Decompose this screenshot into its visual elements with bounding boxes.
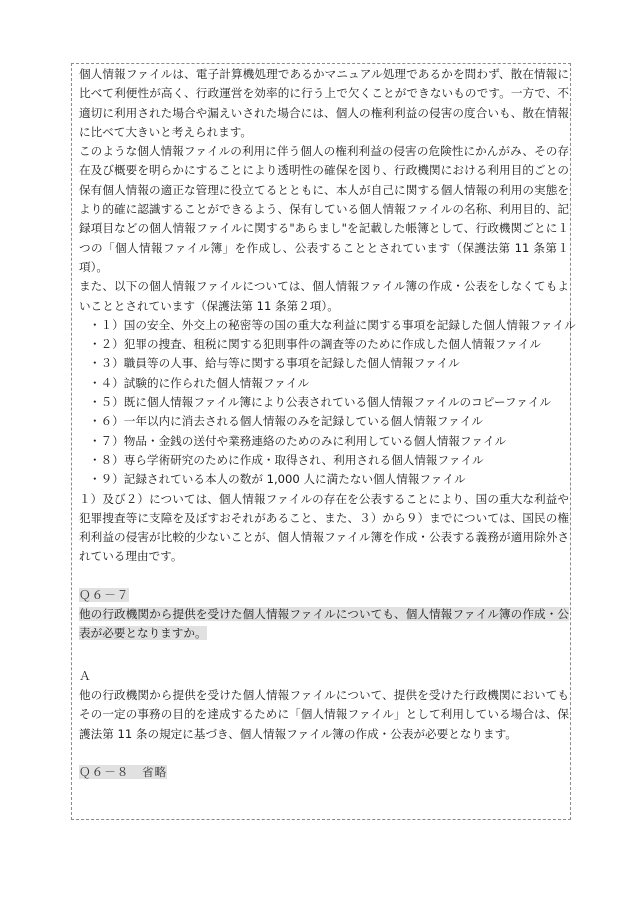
exemption-list	[79, 316, 576, 490]
exemption-item: ・２）犯罪の捜査、租税に関する犯則事件の調査等のために作成した個人情報ファイル	[89, 337, 541, 352]
document-body	[79, 65, 576, 782]
intro-paragraph-2: このような個人情報ファイルの利用に伴う個人の権利利益の侵害の危険性にかんがみ、その存在及び概要を明らかにすることにより透明性の確保を図り、行政機関における利用目的ごとの保有個人情報の適正な管理に役立てるとともに、本人が自己に関する個人情報の利用の実態をより的確に認識することができるよう、保有している個人情報ファイルの名称、利用目的、記録項目などの個人情報ファイルに関する"あらまし"を記載した帳簿として、行政機関ごとに１つの「個人情報ファイル簿」を作成し、公表することとされています（保護法第 11 条第１項）。	[79, 144, 569, 274]
intro-paragraph-3: また、以下の個人情報ファイルについては、個人情報ファイル簿の作成・公表をしなくてもよいこととされています（保護法第 11 条第２項）。	[79, 279, 569, 313]
exemption-reason: １）及び２）については、個人情報ファイルの存在を公表することにより、国の重大な利益や犯罪捜査等に支障を及ぼすおそれがあること、また、３）から９）までについては、国民の権利利益の侵害が比較的少ないことが、個人情報ファイル簿を作成・公表する義務が適用除外されている理由です。	[79, 491, 569, 564]
exemption-item: ・９）記録されている本人の数が 1,000 人に満たない個人情報ファイル	[89, 472, 466, 487]
q6-7-question: 他の行政機関から提供を受けた個人情報ファイルについても、個人情報ファイル簿の作成・公表が必要となりますか。	[79, 607, 569, 641]
q6-7-heading: Ｑ６－７	[79, 587, 130, 602]
exemption-item: ・１）国の安全、外交上の秘密等の国の重大な利益に関する事項を記録した個人情報ファイル	[89, 317, 576, 332]
exemption-item: ・６）一年以内に消去される個人情報のみを記録している個人情報ファイル	[89, 414, 483, 429]
exemption-item: ・８）専ら学術研究のために作成・取得され、利用される個人情報ファイル	[89, 452, 484, 467]
q6-8-heading: Ｑ６－８ 省略	[79, 764, 168, 779]
q6-7-answer-label: Ａ	[79, 668, 91, 683]
exemption-item: ・５）既に個人情報ファイル簿により公表されている個人情報ファイルのコピーファイル	[89, 395, 552, 410]
intro-paragraph-1: 個人情報ファイルは、電子計算機処理であるかマニュアル処理であるかを問わず、散在情報に比べて利便性が高く、行政運営を効率的に行う上で欠くことができないものです。一方で、不適切に利用された場合や漏えいされた場合には、個人の権利利益の侵害の度合いも、散在情報に比べて大きいと考えられます。	[79, 67, 569, 139]
exemption-item: ・４）試験的に作られた個人情報ファイル	[89, 375, 310, 390]
exemption-item: ・３）職員等の人事、給与等に関する事項を記録した個人情報ファイル	[89, 356, 460, 371]
q6-7-answer: 他の行政機関から提供を受けた個人情報ファイルについて、提供を受けた行政機関においてもその一定の事務の目的を達成するために「個人情報ファイル」として利用している場合は、保護法第 11 条の規定に基づき、個人情報ファイル簿の作成・公表が必要となります。	[79, 687, 569, 741]
exemption-item: ・７）物品・金銭の送付や業務連絡のためのみに利用している個人情報ファイル	[89, 433, 507, 448]
